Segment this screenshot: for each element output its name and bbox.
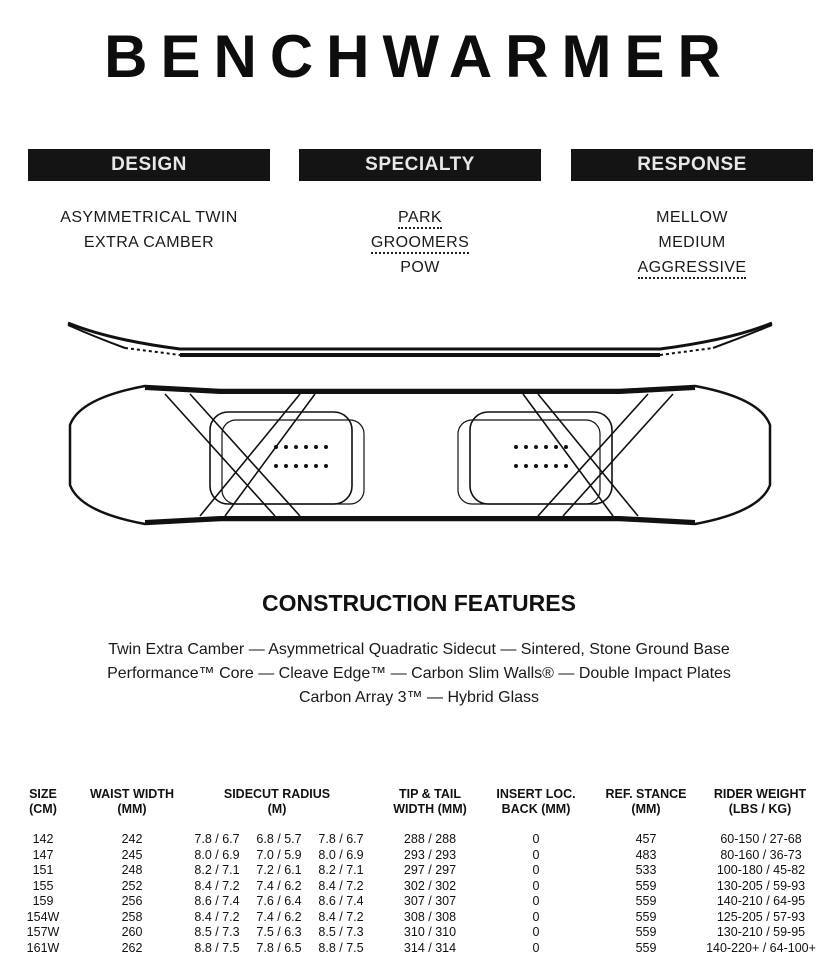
page-title: BENCHWARMER — [104, 23, 734, 90]
spec-cell-stance: 457 — [635, 832, 657, 846]
spec-cell-sc1: 7.8 / 6.7 — [194, 832, 240, 846]
spec-cell-waist: 260 — [121, 925, 143, 939]
spec-cell-stance: 533 — [635, 863, 657, 877]
spec-cell-tiptail: 297 / 297 — [403, 863, 457, 877]
header-size: SIZE (CM) — [29, 787, 57, 816]
spec-cell-waist: 242 — [121, 832, 143, 846]
spec-cell-tiptail: 310 / 310 — [403, 925, 457, 939]
header-sidecut-radius: SIDECUT RADIUS (M) — [223, 787, 331, 816]
spec-cell-tiptail: 307 / 307 — [403, 894, 457, 908]
feature-line: Performance™ Core — Cleave Edge™ — Carbon Slim Walls® — Double Impact Plates — [107, 665, 731, 682]
spec-cell-waist: 245 — [121, 847, 143, 862]
spec-cell-sc3: 8.4 / 7.2 — [318, 878, 364, 893]
spec-cell-sc1: 8.2 / 7.1 — [194, 863, 240, 877]
spec-cell-weight: 140-210 / 64-95 — [716, 894, 806, 908]
spec-cell-sc2: 7.4 / 6.2 — [256, 878, 302, 893]
spec-cell-waist: 252 — [121, 878, 143, 893]
response-option: MELLOW — [656, 209, 728, 226]
specialty-options — [290, 205, 550, 280]
spec-cell-stance: 559 — [635, 940, 657, 955]
spec-cell-waist: 256 — [121, 894, 143, 908]
spec-cell-sc2: 7.4 / 6.2 — [256, 909, 302, 924]
spec-cell-stance: 559 — [635, 878, 657, 893]
spec-cell-tiptail: 302 / 302 — [403, 878, 457, 893]
spec-cell-insert: 0 — [532, 832, 540, 846]
spec-cell-sc1: 8.5 / 7.3 — [194, 925, 240, 939]
specialty-option: PARK — [398, 209, 442, 229]
spec-cell-sc3: 8.0 / 6.9 — [318, 847, 364, 862]
spec-cell-weight: 130-205 / 59-93 — [716, 878, 806, 893]
spec-cell-stance: 483 — [635, 847, 657, 862]
spec-cell-sc1: 8.8 / 7.5 — [194, 940, 240, 955]
spec-cell-waist: 258 — [121, 909, 143, 924]
spec-cell-weight: 140-220+ / 64-100+ — [706, 940, 816, 955]
spec-cell-sc2: 7.5 / 6.3 — [256, 925, 302, 939]
spec-cell-sc2: 7.8 / 6.5 — [256, 940, 302, 955]
response-option: AGGRESSIVE — [638, 259, 747, 279]
spec-cell-sc3: 7.8 / 6.7 — [318, 832, 364, 846]
design-option: EXTRA CAMBER — [83, 234, 215, 251]
spec-cell-size: 154W — [26, 909, 60, 924]
response-options — [562, 205, 822, 280]
spec-cell-tiptail: 308 / 308 — [403, 909, 457, 924]
spec-cell-size: 157W — [26, 925, 60, 939]
spec-cell-insert: 0 — [532, 878, 540, 893]
spec-cell-sc1: 8.4 / 7.2 — [194, 909, 240, 924]
spec-cell-sc2: 7.6 / 6.4 — [256, 894, 302, 908]
spec-cell-sc1: 8.0 / 6.9 — [194, 847, 240, 862]
construction-features-title: CONSTRUCTION FEATURES — [262, 590, 576, 616]
spec-cell-size: 151 — [32, 863, 54, 877]
insert-dots — [274, 445, 568, 468]
spec-cell-sc2: 7.2 / 6.1 — [256, 863, 302, 877]
spec-cell-sc3: 8.6 / 7.4 — [318, 894, 364, 908]
spec-cell-sc1: 8.4 / 7.2 — [194, 878, 240, 893]
spec-cell-stance: 559 — [635, 894, 657, 908]
spec-cell-sc2: 7.0 / 5.9 — [256, 847, 302, 862]
spec-cell-stance: 559 — [635, 909, 657, 924]
spec-cell-tiptail: 293 / 293 — [403, 847, 457, 862]
spec-cell-insert: 0 — [532, 940, 540, 955]
category-specialty-header: SPECIALTY — [299, 149, 541, 181]
spec-cell-sc3: 8.5 / 7.3 — [318, 925, 364, 939]
header-waist-width: WAIST WIDTH (MM) — [89, 787, 174, 816]
spec-cell-tiptail: 288 / 288 — [403, 832, 457, 846]
specialty-option: POW — [400, 259, 440, 276]
design-options — [19, 205, 279, 255]
spec-cell-waist: 262 — [121, 940, 143, 955]
feature-line: Carbon Array 3™ — Hybrid Glass — [298, 689, 540, 706]
spec-cell-weight: 130-210 / 59-95 — [716, 925, 806, 939]
board-profile — [68, 323, 772, 355]
spec-cell-weight: 100-180 / 45-82 — [716, 863, 806, 877]
category-design-header: DESIGN — [28, 149, 270, 181]
snowboard-illustration — [0, 300, 838, 540]
category-response-header: RESPONSE — [571, 149, 813, 181]
spec-cell-stance: 559 — [635, 925, 657, 939]
response-option: MEDIUM — [658, 234, 726, 251]
feature-line: Twin Extra Camber — Asymmetrical Quadratic Sidecut — Sintered, Stone Ground Base — [108, 641, 730, 658]
design-option: ASYMMETRICAL TWIN — [60, 209, 238, 226]
spec-cell-sc2: 6.8 / 5.7 — [256, 832, 302, 846]
spec-cell-weight: 60-150 / 27-68 — [720, 832, 802, 846]
spec-cell-insert: 0 — [532, 894, 540, 908]
spec-cell-insert: 0 — [532, 863, 540, 877]
construction-features-list — [0, 638, 838, 710]
header-insert-location: INSERT LOC. BACK (MM) — [496, 787, 576, 816]
spec-cell-waist: 248 — [121, 863, 143, 877]
spec-cell-insert: 0 — [532, 925, 540, 939]
header-rider-weight: RIDER WEIGHT (LBS / KG) — [713, 787, 807, 816]
header-ref-stance: REF. STANCE (MM) — [605, 787, 687, 816]
board-top-view — [70, 386, 770, 524]
spec-cell-size: 155 — [32, 878, 54, 893]
spec-cell-weight: 80-160 / 36-73 — [720, 847, 802, 862]
spec-cell-sc3: 8.4 / 7.2 — [318, 909, 364, 924]
spec-cell-sc3: 8.8 / 7.5 — [318, 940, 364, 955]
spec-cell-size: 142 — [32, 832, 54, 846]
header-tip-tail-width: TIP & TAIL WIDTH (MM) — [393, 787, 467, 816]
spec-cell-size: 161W — [26, 940, 60, 955]
spec-cell-weight: 125-205 / 57-93 — [716, 909, 806, 924]
spec-cell-insert: 0 — [532, 909, 540, 924]
spec-cell-size: 147 — [32, 847, 54, 862]
spec-cell-tiptail: 314 / 314 — [403, 940, 457, 955]
spec-cell-sc3: 8.2 / 7.1 — [318, 863, 364, 877]
spec-cell-sc1: 8.6 / 7.4 — [194, 894, 240, 908]
spec-cell-size: 159 — [32, 894, 54, 908]
spec-cell-insert: 0 — [532, 847, 540, 862]
specialty-option: GROOMERS — [371, 234, 469, 254]
